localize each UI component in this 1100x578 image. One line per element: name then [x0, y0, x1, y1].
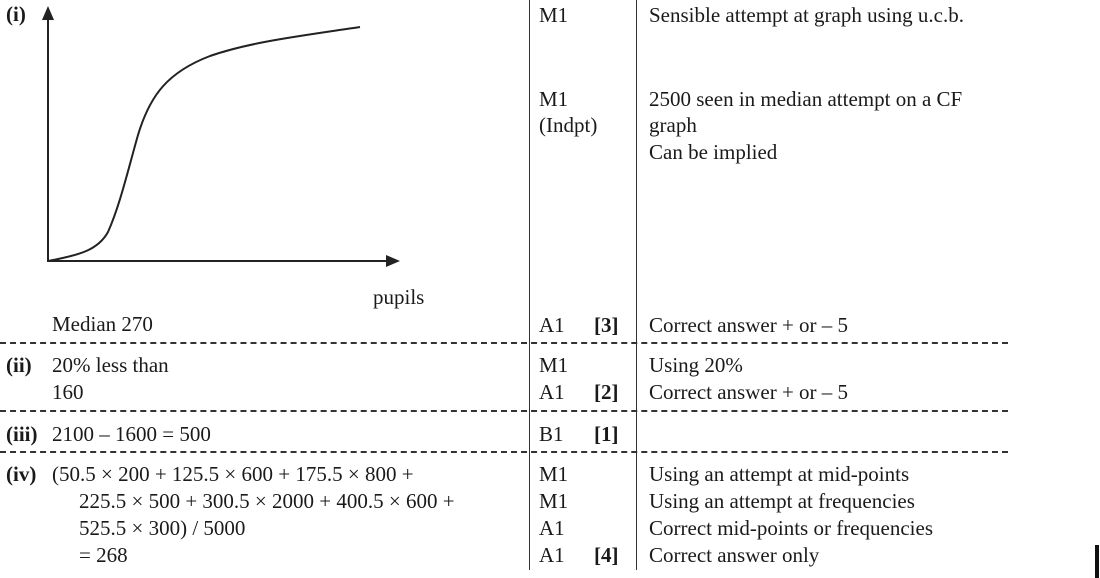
mark-comment: graph [649, 113, 697, 137]
cumulative-frequency-graph [0, 0, 460, 300]
mark-total: [4] [594, 543, 619, 567]
mark-code: M1 [539, 489, 569, 513]
mark-comment: Sensible attempt at graph using u.c.b. [649, 3, 964, 27]
part-i-label: (i) [6, 2, 26, 26]
y-axis-arrow-icon [42, 6, 54, 20]
mark-total: [3] [594, 313, 619, 337]
mark-comment: 2500 seen in median attempt on a CF [649, 87, 963, 111]
x-axis-arrow-icon [386, 255, 400, 267]
part-iv-line: 225.5 × 500 + 300.5 × 2000 + 400.5 × 600 + [79, 489, 455, 513]
part-iv-line: (50.5 × 200 + 125.5 × 600 + 175.5 × 800 + [52, 462, 414, 486]
row-separator [0, 410, 1008, 412]
mark-comment: Using 20% [649, 353, 743, 377]
column-divider-marks [529, 0, 530, 570]
mark-comment: Correct answer + or – 5 [649, 380, 849, 404]
text-cursor [1095, 545, 1099, 578]
mark-comment: Correct answer + or – 5 [649, 313, 849, 337]
mark-code: M1 [539, 353, 569, 377]
mark-code: M1 [539, 87, 569, 111]
mark-comment: Using an attempt at frequencies [649, 489, 915, 513]
mark-note: (Indpt) [539, 113, 598, 137]
mark-code: M1 [539, 462, 569, 486]
part-iii-label: (iii) [6, 422, 38, 446]
row-separator [0, 451, 1008, 453]
part-ii-line: 160 [52, 380, 84, 404]
mark-comment: Can be implied [649, 140, 778, 164]
mark-comment: Correct answer only [649, 543, 820, 567]
mark-code: M1 [539, 3, 569, 27]
mark-total: [1] [594, 422, 619, 446]
column-divider-comments [636, 0, 637, 570]
part-iv-line: 525.5 × 300) / 5000 [79, 516, 246, 540]
mark-code: A1 [539, 516, 565, 540]
part-iv-label: (iv) [6, 462, 37, 486]
x-axis-label: pupils [373, 285, 425, 309]
row-separator [0, 342, 1008, 344]
mark-total: [2] [594, 380, 619, 404]
part-i-answer: Median 270 [52, 312, 153, 336]
mark-code: A1 [539, 313, 565, 337]
mark-code: A1 [539, 380, 565, 404]
mark-comment: Using an attempt at mid-points [649, 462, 910, 486]
mark-code: B1 [539, 422, 564, 446]
part-iv-line: = 268 [79, 543, 128, 567]
mark-code: A1 [539, 543, 565, 567]
mark-comment: Correct mid-points or frequencies [649, 516, 933, 540]
part-ii-line: 20% less than [52, 353, 169, 377]
part-iii-line: 2100 – 1600 = 500 [52, 422, 211, 446]
part-ii-label: (ii) [6, 353, 32, 377]
